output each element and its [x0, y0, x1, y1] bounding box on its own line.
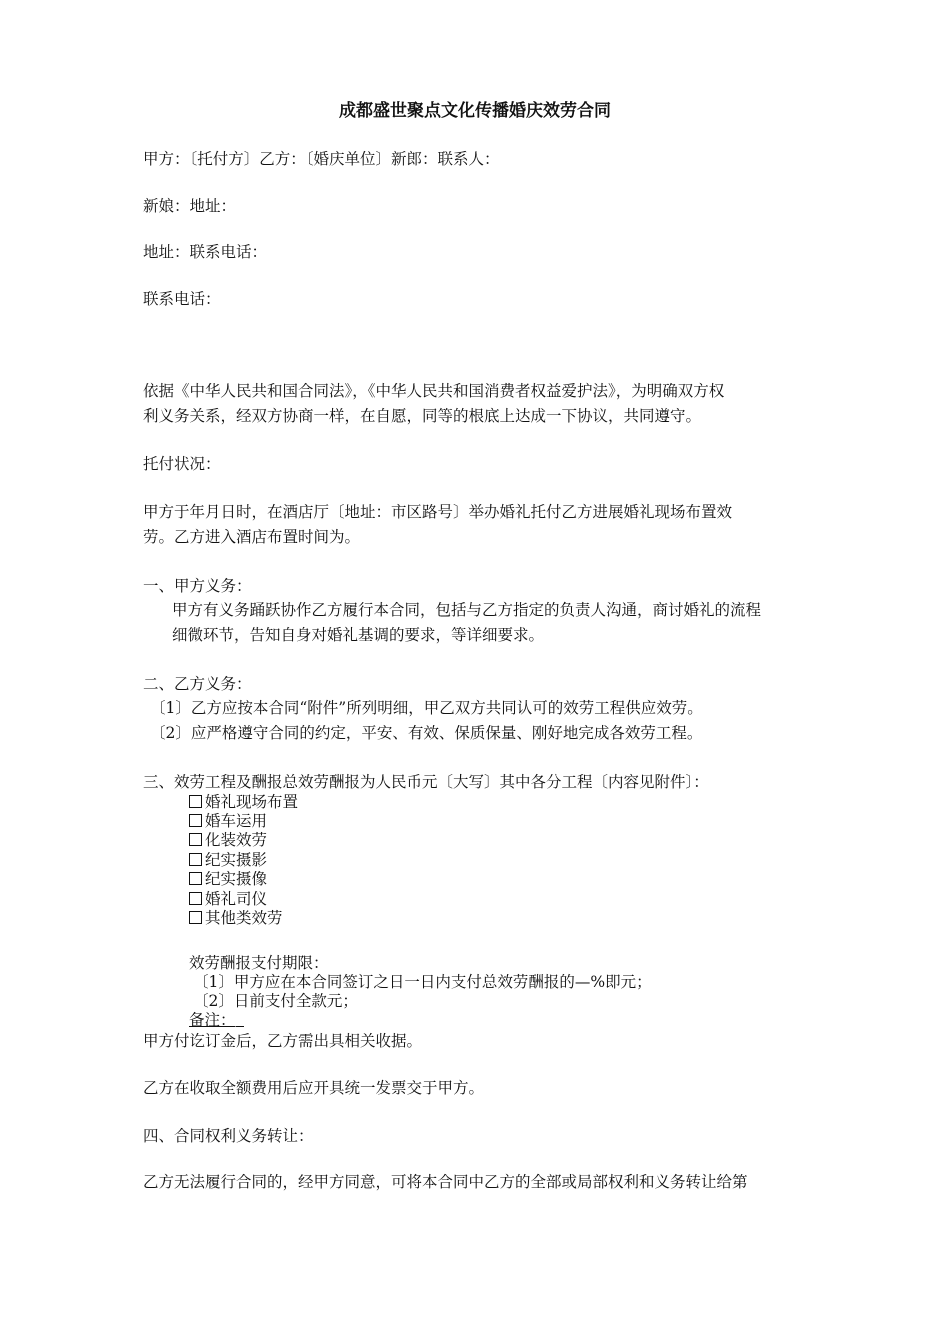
- receipt-line: 甲方付讫订金后，乙方需出具相关收据。: [143, 1032, 423, 1050]
- section3-heading: 三、效劳工程及酬报总效劳酬报为人民币元〔大写〕其中各分工程〔内容见附件〕：: [143, 773, 709, 791]
- address-phone-line: 地址：联系电话：: [143, 243, 268, 261]
- party-line: 甲方：〔托付方〕乙方：〔婚庆单位〕新郎：联系人：: [143, 150, 500, 168]
- service-item: [189, 792, 298, 812]
- service-item-label: 婚礼司仪: [205, 890, 268, 908]
- service-item-label: 纪实摄影: [205, 851, 268, 869]
- checkbox-icon: [189, 814, 202, 827]
- entrust-text-line-1: 甲方于年月日时，在酒店厅〔地址：市区路号〕举办婚礼托付乙方进展婚礼现场布置效: [143, 503, 733, 521]
- payment-heading: 效劳酬报支付期限：: [189, 954, 329, 972]
- payment-line-1: 〔1〕甲方应在本合同签订之日一日内支付总效劳酬报的—%即元；: [193, 973, 652, 991]
- service-item: [189, 850, 267, 870]
- service-item-label: 化装效劳: [205, 831, 268, 849]
- checkbox-icon: [189, 872, 202, 885]
- checkbox-icon: [189, 795, 202, 808]
- section2-heading: 二、乙方义务：: [143, 675, 252, 693]
- section1-heading: 一、甲方义务：: [143, 577, 252, 595]
- service-item: [189, 830, 267, 850]
- service-item-label: 婚车运用: [205, 812, 268, 830]
- entrust-heading: 托付状况：: [143, 455, 221, 473]
- checkbox-icon: [189, 833, 202, 846]
- checkbox-icon: [189, 892, 202, 905]
- note-label: [189, 1010, 244, 1030]
- section2-line-1: 〔1〕乙方应按本合同“附件”所列明细，甲乙双方共同认可的效劳工程供应效劳。: [150, 699, 703, 717]
- service-item: [189, 869, 267, 889]
- note-label-text: 备注：: [189, 1011, 236, 1029]
- checkbox-icon: [189, 911, 202, 924]
- section1-line-1: 甲方有义务踊跃协作乙方履行本合同，包括与乙方指定的负责人沟通，商讨婚礼的流程: [172, 601, 762, 619]
- invoice-line: 乙方在收取全额费用后应开具统一发票交于甲方。: [143, 1079, 485, 1097]
- section1-line-2: 细微环节，告知自身对婚礼基调的要求，等详细要求。: [172, 626, 545, 644]
- service-item: [189, 889, 267, 909]
- service-item-label: 其他类效劳: [205, 909, 283, 927]
- payment-line-2: 〔2〕日前支付全款元；: [193, 992, 358, 1010]
- section4-line-1: 乙方无法履行合同的，经甲方同意，可将本合同中乙方的全部或局部权利和义务转让给第: [143, 1173, 748, 1191]
- note-underline: [236, 1012, 244, 1027]
- phone-line: 联系电话：: [143, 290, 221, 308]
- preamble-line-2: 利义务关系，经双方协商一样，在自愿，同等的根底上达成一下协议，共同遵守。: [143, 407, 702, 425]
- entrust-text-line-2: 劳。乙方进入酒店布置时间为。: [143, 528, 361, 546]
- checkbox-icon: [189, 853, 202, 866]
- document-title: 成都盛世聚点文化传播婚庆效劳合同: [339, 101, 611, 121]
- section2-line-2: 〔2〕应严格遵守合同的约定，平安、有效、保质保量、刚好地完成各效劳工程。: [150, 724, 703, 742]
- preamble-line-1: 依据《中华人民共和国合同法》，《中华人民共和国消费者权益爱护法》，为明确双方权: [143, 382, 725, 400]
- section4-heading: 四、合同权利义务转让：: [143, 1127, 314, 1145]
- bride-address-line: 新娘：地址：: [143, 197, 237, 215]
- service-item-label: 纪实摄像: [205, 870, 268, 888]
- service-item: [189, 811, 267, 831]
- service-item-label: 婚礼现场布置: [205, 793, 299, 811]
- service-item: [189, 908, 283, 928]
